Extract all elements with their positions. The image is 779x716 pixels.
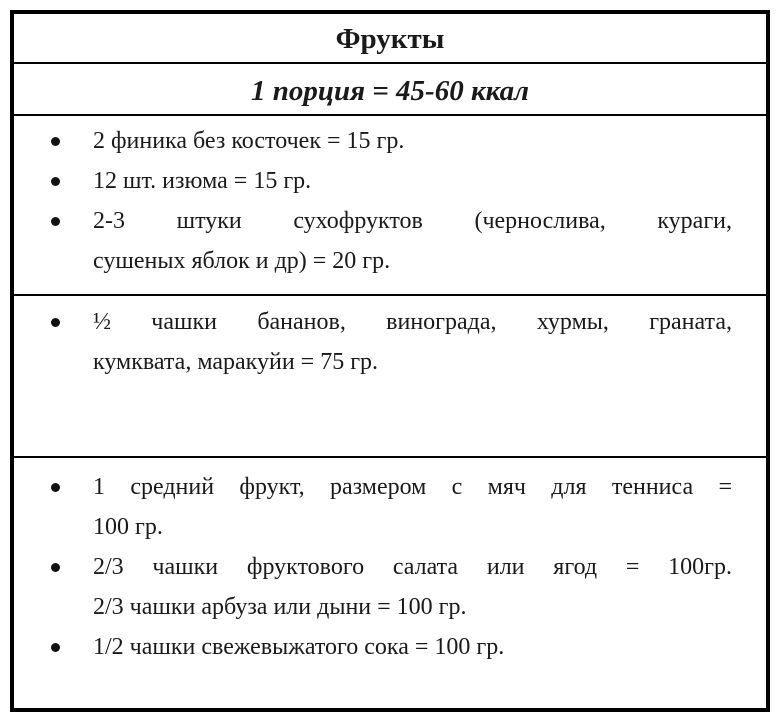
bullet-icon — [51, 643, 60, 652]
bullet-icon — [51, 563, 60, 572]
list-item — [50, 627, 732, 667]
list-item-text: ½ чашки бананов, винограда, хурмы, граната, — [93, 309, 732, 335]
bullet-icon — [51, 177, 60, 186]
table-subtitle-row — [14, 66, 766, 116]
dried-fruit-group — [14, 118, 766, 296]
list-item-text: 100 гр. — [93, 514, 163, 540]
fresh-fruit-cup-group — [14, 298, 766, 458]
fruit-portion-table — [10, 10, 770, 712]
list-item-text: 2/3 чашки арбуза или дыни = 100 гр. — [93, 594, 467, 620]
list-item-text: 1 средний фрукт, размером с мяч для тенниса = — [93, 474, 732, 500]
list-item — [50, 121, 732, 161]
fresh-fruit-cup-list — [50, 302, 732, 382]
list-item — [50, 467, 732, 547]
dried-fruit-list — [50, 121, 732, 281]
whole-fruit-group — [14, 460, 766, 708]
list-item — [50, 161, 732, 201]
list-item-text: 2 финика без косточек = 15 гр. — [93, 128, 405, 154]
portion-calories: 1 порция = 45-60 ккал — [250, 75, 530, 107]
list-item — [50, 547, 732, 627]
bullet-icon — [51, 137, 60, 146]
bullet-icon — [51, 217, 60, 226]
whole-fruit-list — [50, 467, 732, 667]
table-title-row — [14, 14, 766, 64]
list-item-text: сушеных яблок и др) = 20 гр. — [93, 248, 391, 274]
list-item-text: 2/3 чашки фруктового салата или ягод = 100гр. — [93, 554, 732, 580]
table-title: Фрукты — [335, 23, 445, 55]
bullet-icon — [51, 483, 60, 492]
list-item-text: 12 шт. изюма = 15 гр. — [93, 168, 312, 194]
bullet-icon — [51, 318, 60, 327]
list-item-text: 2-3 штуки сухофруктов (чернослива, кураги, — [93, 208, 732, 234]
list-item — [50, 201, 732, 281]
list-item — [50, 302, 732, 382]
list-item-text: кумквата, маракуйи = 75 гр. — [93, 349, 379, 375]
list-item-text: 1/2 чашки свежевыжатого сока = 100 гр. — [93, 634, 505, 660]
